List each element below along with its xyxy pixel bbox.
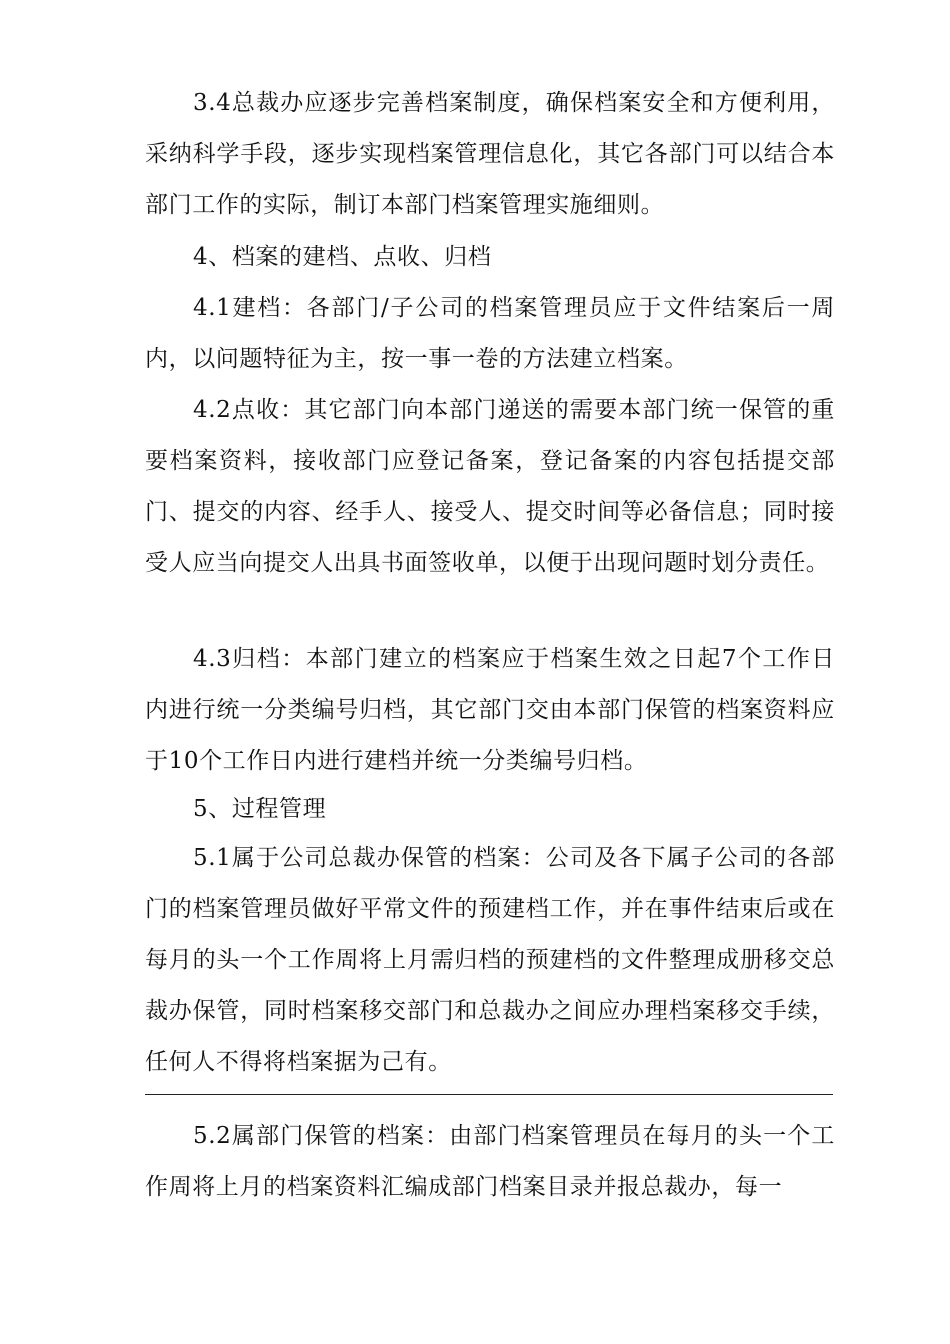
heading-section-4: 4、档案的建档、点收、归档 <box>193 244 492 270</box>
paragraph-4-2: 4.2点收：其它部门向本部门递送的需要本部门统一保管的重要档案资料，接收部门应登记备案，登记备案的内容包括提交部门、提交的内容、经手人、接受人、提交时间等必备信息；同时接受人应当向提交人出具书面签收单，以便于出现问题时划分责任。 <box>145 397 835 576</box>
paragraph-5-2: 5.2属部门保管的档案：由部门档案管理员在每月的头一个工作周将上月的档案资料汇编成部门档案目录并报总裁办，每一 <box>145 1123 835 1200</box>
paragraph-4-1: 4.1建档：各部门/子公司的档案管理员应于文件结案后一周内，以问题特征为主，按一事一卷的方法建立档案。 <box>145 295 835 372</box>
paragraph-4-3: 4.3归档：本部门建立的档案应于档案生效之日起7个工作日内进行统一分类编号归档，其它部门交由本部门保管的档案资料应于10个工作日内进行建档并统一分类编号归档。 <box>145 646 835 774</box>
paragraph-5-1: 5.1属于公司总裁办保管的档案：公司及各下属子公司的各部门的档案管理员做好平常文件的预建档工作，并在事件结束后或在每月的头一个工作周将上月需归档的预建档的文件整理成册移交总裁办保管，同时档案移交部门和总裁办之间应办理档案移交手续，任何人不得将档案据为己有。 <box>145 845 835 1075</box>
page-divider <box>145 1094 833 1095</box>
heading-section-5: 5、过程管理 <box>193 796 327 822</box>
paragraph-3-4: 3.4总裁办应逐步完善档案制度，确保档案安全和方便利用，采纳科学手段，逐步实现档案管理信息化，其它各部门可以结合本部门工作的实际，制订本部门档案管理实施细则。 <box>145 90 835 218</box>
